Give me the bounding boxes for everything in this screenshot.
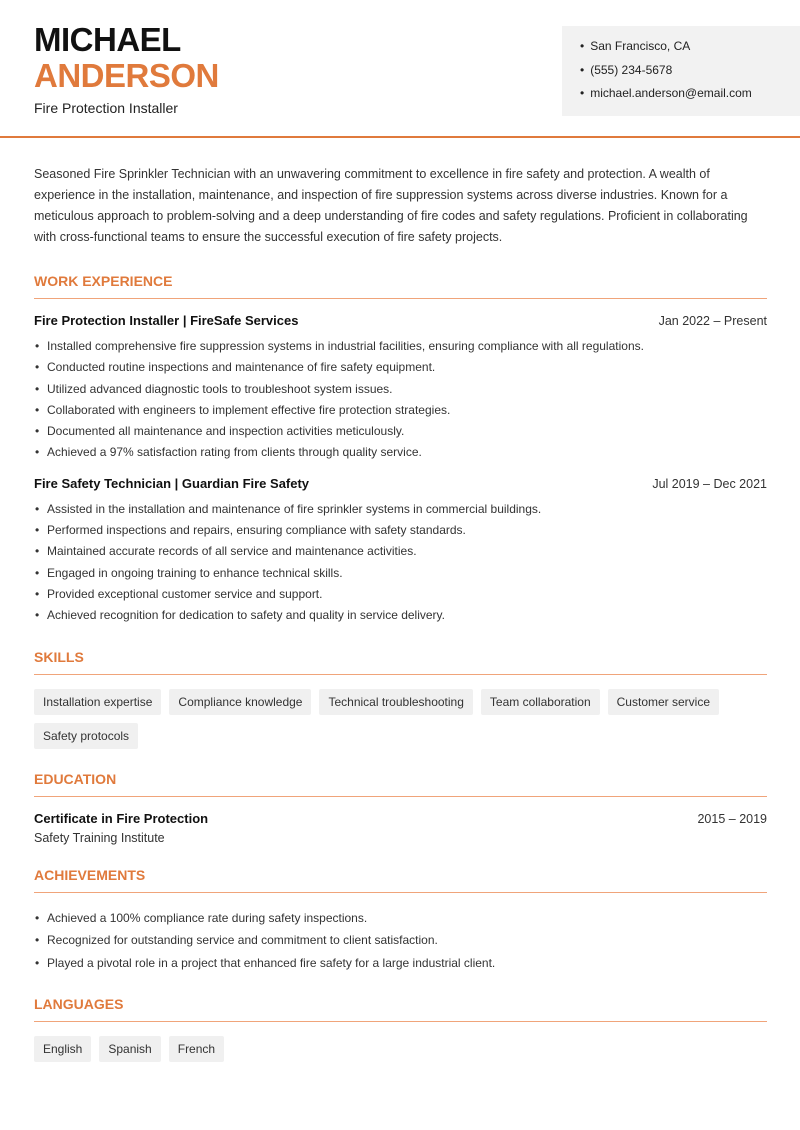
- list-item: • Documented all maintenance and inspection activities meticulously.: [34, 421, 767, 442]
- job-role: Fire Safety Technician | Guardian Fire Safety: [34, 475, 310, 491]
- section-title-languages: LANGUAGES: [34, 996, 767, 1022]
- achievements-list: [34, 907, 767, 975]
- education-degree: Certificate in Fire Protection: [34, 810, 209, 826]
- list-item: • Performed inspections and repairs, ensuring compliance with safety standards.: [34, 520, 767, 541]
- language-chip: French: [169, 1036, 224, 1062]
- contact-location: • San Francisco, CA: [580, 39, 800, 63]
- list-item: • Achieved a 97% satisfaction rating from clients through quality service.: [34, 442, 767, 463]
- contact-list: [562, 26, 800, 110]
- last-name: ANDERSON: [34, 57, 219, 94]
- list-item: • Installed comprehensive fire suppression systems in industrial facilities, ensuring compliance with all regulations.: [34, 336, 767, 357]
- language-chip: Spanish: [99, 1036, 160, 1062]
- education-dates: 2015 – 2019: [697, 811, 767, 826]
- job-dates: Jan 2022 – Present: [658, 314, 767, 328]
- education-head: [34, 811, 767, 826]
- summary-paragraph: Seasoned Fire Sprinkler Technician with an unwavering commitment to excellence in fire safety and protection. A wealth of experience in the installation, maintenance, and inspection of fire suppression systems across diverse industries. Known for a meticulous approach to problem-solving and a deep understanding of fire codes and safety regulations. Proficient in collaborating with cross-functional teams to ensure the successful execution of fire safety projects.: [34, 167, 748, 244]
- language-chip: English: [34, 1036, 91, 1062]
- list-item: • Achieved recognition for dedication to safety and quality in service delivery.: [34, 605, 767, 626]
- list-item: • Played a pivotal role in a project that enhanced fire safety for a large industrial client.: [34, 952, 767, 975]
- section-title-achievements: ACHIEVEMENTS: [34, 867, 767, 893]
- skills-chips: [34, 689, 767, 749]
- first-name: MICHAEL: [34, 21, 181, 58]
- job-head: [34, 476, 767, 491]
- education-school: Safety Training Institute: [34, 830, 165, 845]
- job-head: [34, 313, 767, 328]
- list-item: • Assisted in the installation and maintenance of fire sprinkler systems in commercial buildings.: [34, 499, 767, 520]
- contact-email: • michael.anderson@email.com: [580, 86, 800, 110]
- achievements-section: [34, 867, 767, 975]
- skill-chip: Installation expertise: [34, 689, 161, 715]
- list-item: • Engaged in ongoing training to enhance technical skills.: [34, 563, 767, 584]
- contact-phone: • (555) 234-5678: [580, 63, 800, 87]
- section-title-education: EDUCATION: [34, 771, 767, 797]
- list-item: • Conducted routine inspections and maintenance of fire safety equipment.: [34, 357, 767, 378]
- job-dates: Jul 2019 – Dec 2021: [652, 476, 767, 491]
- skill-chip: Team collaboration: [481, 689, 600, 715]
- skill-chip: Safety protocols: [34, 723, 138, 749]
- job-bullets: [34, 336, 767, 464]
- job-entry: [34, 313, 767, 464]
- skill-chip: Customer service: [608, 689, 719, 715]
- job-bullets: [34, 499, 767, 627]
- job-entry: [34, 476, 767, 627]
- language-chips: [34, 1036, 767, 1062]
- skills-section: [34, 649, 767, 749]
- candidate-name: [34, 22, 219, 94]
- section-title-skills: SKILLS: [34, 649, 767, 675]
- list-item: • Provided exceptional customer service and support.: [34, 584, 767, 605]
- section-title-work: WORK EXPERIENCE: [34, 273, 767, 299]
- skill-chip: Technical troubleshooting: [319, 689, 472, 715]
- list-item: • Achieved a 100% compliance rate during safety inspections.: [34, 907, 767, 930]
- skill-chip: Compliance knowledge: [169, 689, 311, 715]
- list-item: • Recognized for outstanding service and commitment to client satisfaction.: [34, 929, 767, 952]
- resume-header: [0, 0, 800, 138]
- languages-section: [34, 996, 767, 1062]
- contact-box: [562, 26, 800, 116]
- list-item: • Maintained accurate records of all service and maintenance activities.: [34, 541, 767, 562]
- job-role: Fire Protection Installer | FireSafe Services: [34, 313, 299, 328]
- job-title: Fire Protection Installer: [34, 100, 178, 116]
- list-item: • Utilized advanced diagnostic tools to troubleshoot system issues.: [34, 379, 767, 400]
- resume-body: [34, 164, 767, 1084]
- list-item: • Collaborated with engineers to implement effective fire protection strategies.: [34, 400, 767, 421]
- education-section: [34, 771, 767, 845]
- work-experience-section: [34, 273, 767, 627]
